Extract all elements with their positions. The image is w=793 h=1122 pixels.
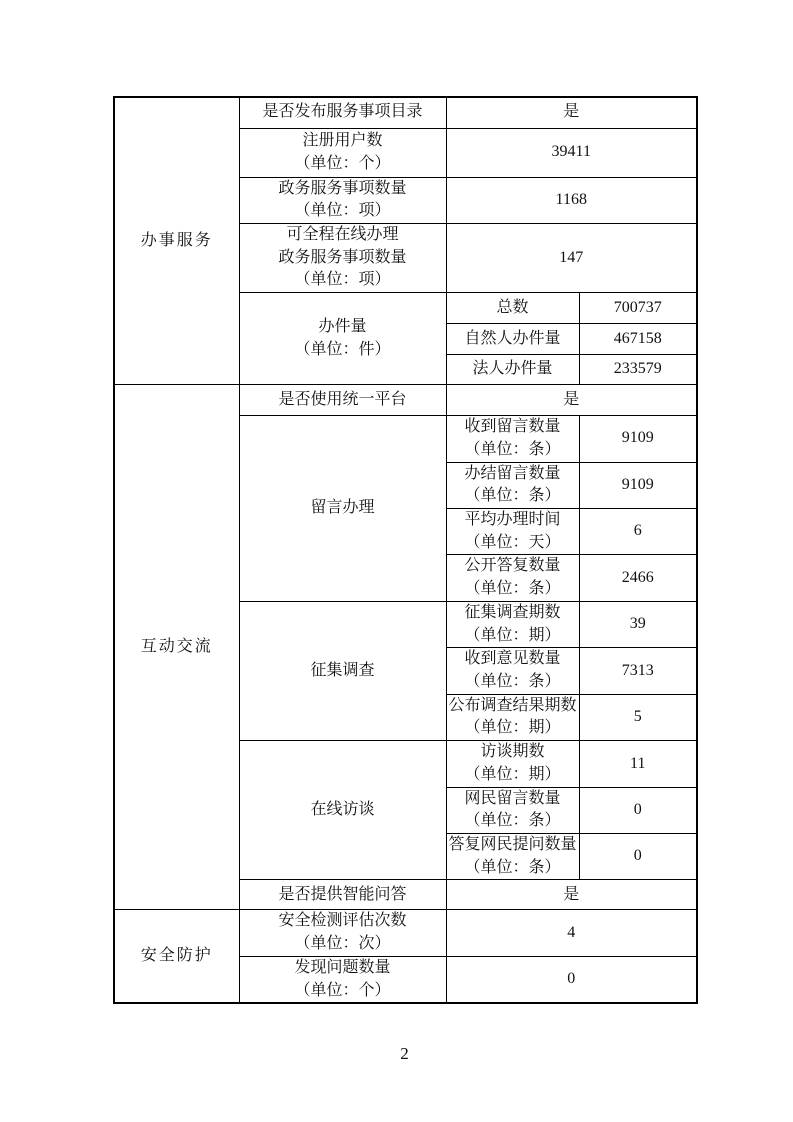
sub-unit-line: （单位：天） (464, 533, 561, 551)
sub-label-line: 征集调查期数 (464, 603, 561, 621)
value-cell: 是 (446, 385, 697, 416)
section-title-cell: 安全防护 (114, 910, 239, 1003)
sub-value-cell: 9109 (579, 416, 697, 462)
sub-label-cell (446, 741, 579, 787)
sub-label-line: 网民留言数量 (464, 789, 561, 807)
item-unit-line: （单位：个） (294, 981, 391, 999)
sub-unit-line: （单位：条） (464, 812, 561, 830)
table-row (114, 97, 697, 128)
sub-label-line: 收到留言数量 (464, 418, 561, 436)
item-label-cell (239, 956, 446, 1003)
item-label-line: 发现问题数量 (294, 958, 391, 976)
group-label-line: 办件量 (318, 317, 367, 335)
sub-value-cell: 9109 (579, 462, 697, 508)
value-cell: 1168 (446, 177, 697, 223)
item-unit-line: （单位：项） (294, 202, 391, 220)
sub-label-cell (446, 601, 579, 647)
sub-label-line: 办结留言数量 (464, 464, 561, 482)
sub-unit-line: （单位：条） (464, 440, 561, 458)
sub-label-cell (446, 462, 579, 508)
sub-value-cell: 2466 (579, 555, 697, 601)
item-unit-line: （单位：项） (294, 271, 391, 289)
sub-label-line: 收到意见数量 (464, 650, 561, 668)
item-label-line: 注册用户数 (302, 131, 383, 149)
sub-label-line: 答复网民提问数量 (448, 836, 577, 854)
sub-value-cell: 39 (579, 601, 697, 647)
sub-value-cell: 700737 (579, 293, 697, 324)
report-table (113, 96, 698, 1004)
item-label-cell (239, 223, 446, 292)
group-label-cell: 征集调查 (239, 601, 446, 740)
sub-label-cell (446, 416, 579, 462)
sub-unit-line: （单位：条） (464, 673, 561, 690)
sub-value-cell: 7313 (579, 648, 697, 694)
value-cell: 是 (446, 97, 697, 128)
item-label-line: 安全检测评估次数 (278, 912, 407, 930)
sub-label-cell (446, 508, 579, 554)
item-label-line: 政务服务事项数量 (278, 248, 407, 266)
sub-label-cell: 法人办件量 (446, 355, 579, 385)
sub-value-cell: 0 (579, 787, 697, 833)
table-row (114, 385, 697, 416)
sub-value-cell: 467158 (579, 324, 697, 355)
item-label-cell (239, 128, 446, 177)
sub-unit-line: （单位：期） (464, 626, 561, 644)
sub-unit-line: （单位：条） (464, 580, 561, 598)
sub-value-cell: 233579 (579, 355, 697, 385)
sub-label-cell (446, 787, 579, 833)
sub-value-cell: 6 (579, 508, 697, 554)
item-label-cell: 是否提供智能问答 (239, 880, 446, 910)
sub-value-cell: 11 (579, 741, 697, 787)
group-unit-line: （单位：件） (294, 340, 391, 358)
page-number: 2 (400, 1044, 409, 1063)
value-cell: 0 (446, 956, 697, 1003)
sub-label-cell (446, 834, 579, 880)
section-title-cell: 办事服务 (114, 97, 239, 385)
item-unit-line: （单位：个） (294, 154, 391, 172)
sub-label-line: 访谈期数 (480, 743, 545, 761)
sub-label-cell (446, 694, 579, 740)
sub-value-cell: 0 (579, 834, 697, 880)
item-label-cell (239, 910, 446, 956)
sub-label-line: 公布调查结果期数 (448, 696, 577, 714)
group-label-cell (239, 293, 446, 385)
table-row (114, 910, 697, 956)
item-label-line: 政务服务事项数量 (278, 179, 407, 197)
group-label-cell: 留言办理 (239, 416, 446, 602)
sub-label-cell: 自然人办件量 (446, 324, 579, 355)
value-cell: 是 (446, 880, 697, 910)
value-cell: 4 (446, 910, 697, 956)
sub-unit-line: （单位：条） (464, 487, 561, 505)
sub-unit-line: （单位：期） (464, 765, 561, 783)
group-label-cell: 在线访谈 (239, 741, 446, 880)
item-label-line: 可全程在线办理 (286, 225, 399, 243)
section-title-cell: 互动交流 (114, 385, 239, 910)
sub-value-cell: 5 (579, 694, 697, 740)
item-unit-line: （单位：次） (294, 935, 391, 953)
sub-label-cell (446, 555, 579, 601)
value-cell: 39411 (446, 128, 697, 177)
item-label-cell: 是否使用统一平台 (239, 385, 446, 416)
item-label-cell: 是否发布服务事项目录 (239, 97, 446, 128)
sub-label-cell: 总数 (446, 293, 579, 324)
sub-label-cell (446, 648, 579, 694)
value-cell: 147 (446, 223, 697, 292)
item-label-cell (239, 177, 446, 223)
sub-label-line: 公开答复数量 (464, 557, 561, 575)
sub-unit-line: （单位：条） (464, 858, 561, 876)
sub-label-line: 平均办理时间 (464, 510, 561, 528)
sub-unit-line: （单位：期） (464, 719, 561, 737)
